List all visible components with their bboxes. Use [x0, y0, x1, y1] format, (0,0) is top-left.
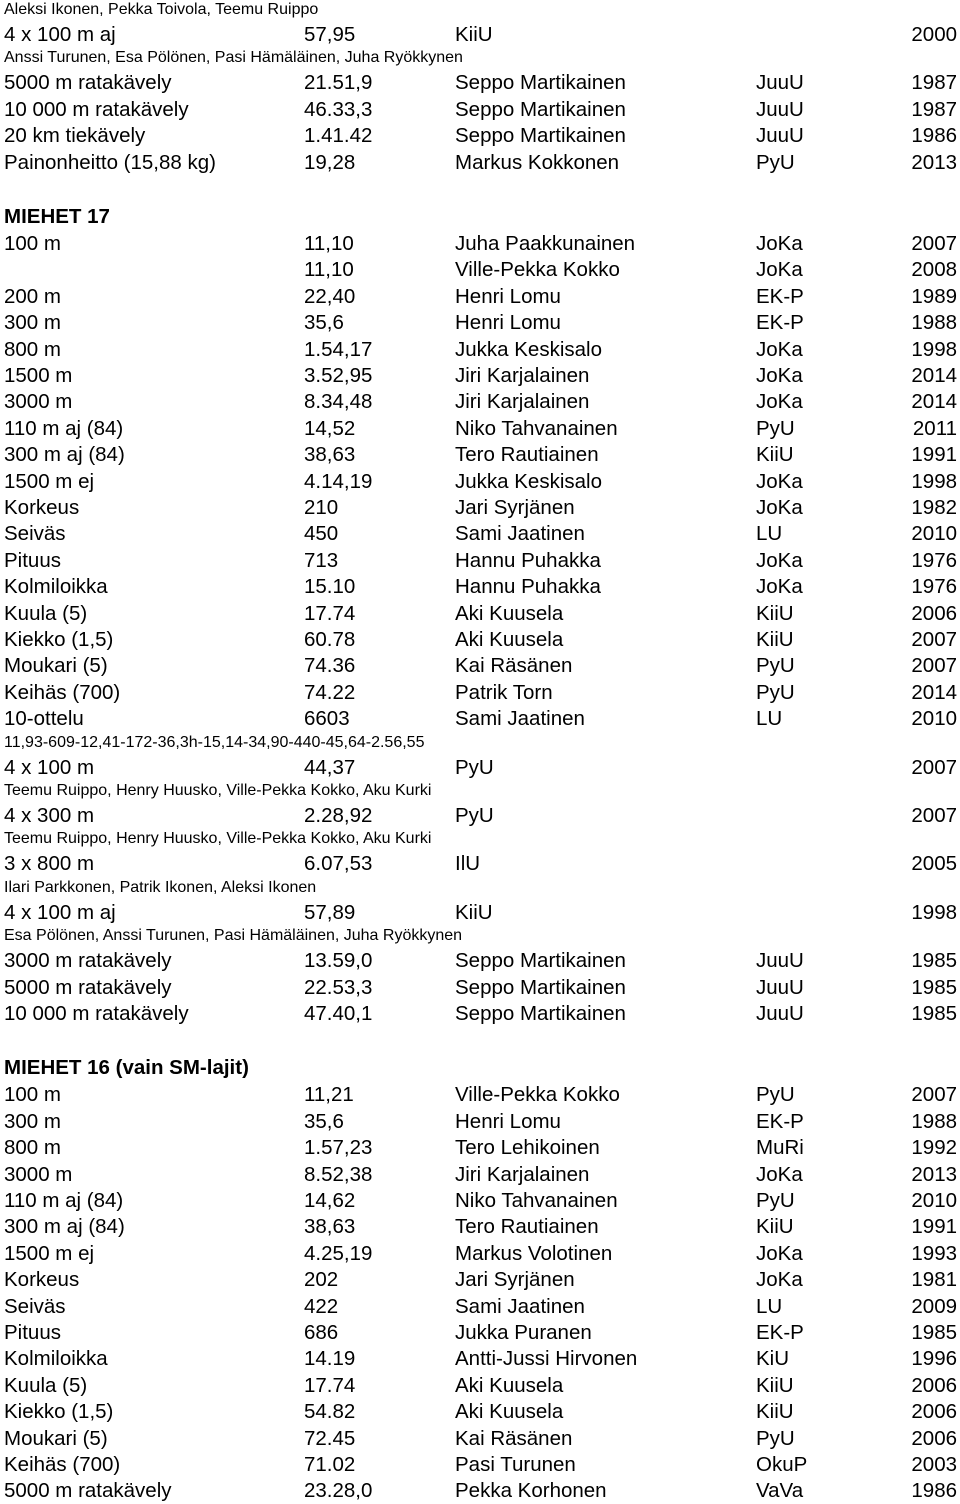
record-holder: Seppo Martikainen: [455, 949, 626, 973]
record-year: 2007: [911, 1083, 957, 1107]
record-event: 1500 m ej: [4, 1241, 95, 1265]
record-holder: Niko Tahvanainen: [455, 416, 618, 440]
record-year: 2010: [911, 1189, 957, 1212]
record-holder: Markus Kokkonen: [455, 150, 620, 174]
record-result: 71.02: [304, 1453, 356, 1476]
record-result: 14.19: [304, 1347, 356, 1371]
record-row: [0, 803, 960, 829]
record-row: [0, 1241, 960, 1267]
record-club: JuuU: [756, 949, 804, 973]
record-year: 1989: [911, 284, 957, 308]
record-event: Moukari (5): [4, 654, 108, 678]
record-club: JoKa: [756, 1241, 803, 1265]
record-year: 1992: [911, 1136, 957, 1160]
record-result: 8.52,38: [304, 1162, 373, 1186]
record-result: 38,63: [304, 1215, 356, 1239]
record-event: 10 000 m ratakävely: [4, 97, 189, 121]
record-holder: Antti-Jussi Hirvonen: [455, 1347, 638, 1371]
record-row: [0, 1001, 960, 1027]
record-club: KiiU: [756, 628, 794, 651]
record-holder: Sami Jaatinen: [455, 1294, 585, 1318]
section-heading: MIEHET 16 (vain SM-lajit): [4, 1056, 249, 1080]
record-holder: Aki Kuusela: [455, 601, 564, 625]
record-row: [0, 653, 960, 679]
record-result: 57,89: [304, 900, 356, 924]
record-result: 38,63: [304, 443, 356, 467]
record-year: 1985: [911, 1321, 957, 1344]
record-event: Seiväs: [4, 522, 66, 546]
record-holder: Ville-Pekka Kokko: [455, 1083, 620, 1107]
relay-team-members: Ilari Parkkonen, Patrik Ikonen, Aleksi Ikonen: [4, 878, 317, 896]
record-club: PyU: [756, 416, 795, 440]
record-row: [0, 680, 960, 706]
record-year: 1976: [911, 548, 957, 572]
record-event: 10 000 m ratakävely: [4, 1002, 189, 1025]
record-event: 5000 m ratakävely: [4, 71, 172, 95]
record-event: 800 m: [4, 1136, 61, 1160]
record-year: 1985: [911, 975, 957, 999]
record-row: [0, 416, 960, 442]
record-event: 200 m: [4, 284, 61, 308]
record-year: 2007: [911, 232, 957, 255]
record-result: 15.10: [304, 575, 356, 599]
record-row: [0, 310, 960, 336]
record-club: PyU: [756, 1426, 795, 1450]
record-holder: Henri Lomu: [455, 311, 561, 335]
record-club: JuuU: [756, 71, 804, 95]
record-year: 2010: [911, 522, 957, 546]
record-row: [0, 389, 960, 415]
record-result: 60.78: [304, 628, 356, 651]
record-result: 74.22: [304, 680, 356, 704]
record-row: [0, 948, 960, 974]
record-holder: Seppo Martikainen: [455, 124, 626, 148]
record-row: [0, 123, 960, 149]
record-row: [0, 755, 960, 781]
record-club: JoKa: [756, 390, 803, 414]
record-club: KiiU: [756, 601, 794, 625]
record-result: 17.74: [304, 601, 356, 625]
record-result: 57,95: [304, 23, 356, 46]
record-year: 2009: [911, 1294, 957, 1318]
record-event: Pituus: [4, 548, 61, 572]
record-club: LU: [756, 522, 783, 546]
record-club: JuuU: [756, 124, 804, 148]
record-year: 1987: [911, 97, 957, 121]
record-club: JoKa: [756, 1162, 803, 1186]
record-club: VaVa: [756, 1479, 804, 1503]
record-event: 100 m: [4, 232, 61, 255]
record-result: 1.57,23: [304, 1136, 373, 1160]
record-result: 44,37: [304, 755, 356, 779]
record-row: [0, 1109, 960, 1135]
record-row: [0, 97, 960, 123]
record-event: 110 m aj (84): [4, 1189, 124, 1212]
record-club: JoKa: [756, 337, 803, 361]
record-row: [0, 851, 960, 877]
record-row: [0, 1426, 960, 1452]
record-row: [0, 1294, 960, 1320]
record-event: Kiekko (1,5): [4, 1400, 114, 1424]
record-row: [0, 1399, 960, 1425]
record-year: 1981: [911, 1268, 957, 1292]
record-event: 110 m aj (84): [4, 416, 124, 440]
record-result: 46.33,3: [304, 97, 373, 121]
record-year: 1985: [911, 949, 957, 973]
record-holder: Aki Kuusela: [455, 1400, 564, 1424]
record-event: Seiväs: [4, 1294, 66, 1318]
record-event: 3000 m: [4, 390, 73, 414]
record-row: [0, 495, 960, 521]
record-holder: Tero Rautiainen: [455, 443, 599, 467]
section-heading: MIEHET 17: [4, 205, 110, 228]
record-holder: Aki Kuusela: [455, 628, 564, 651]
record-year: 2006: [911, 1373, 957, 1397]
record-year: 2007: [911, 755, 957, 779]
record-year: 1993: [911, 1241, 957, 1265]
record-club: JoKa: [756, 548, 803, 572]
record-event: 300 m: [4, 311, 61, 335]
record-holder: Sami Jaatinen: [455, 522, 585, 546]
record-club: LU: [756, 1294, 783, 1318]
record-result: 22,40: [304, 284, 356, 308]
record-holder: PyU: [455, 804, 494, 827]
record-result: 450: [304, 522, 339, 546]
record-event: 3000 m ratakävely: [4, 949, 172, 973]
record-result: 14,52: [304, 416, 356, 440]
record-club: LU: [756, 707, 783, 731]
record-event: Korkeus: [4, 1268, 80, 1292]
record-holder: Pasi Turunen: [455, 1453, 576, 1476]
record-club: JoKa: [756, 258, 803, 282]
relay-team-members: 11,93-609-12,41-172-36,3h-15,14-34,90-440-45,64-2.56,55: [4, 733, 425, 751]
record-row: [0, 469, 960, 495]
record-event: 10-ottelu: [4, 707, 84, 731]
record-year: 1998: [911, 900, 957, 924]
record-result: 1.54,17: [304, 337, 373, 361]
record-year: 1982: [911, 496, 957, 519]
record-result: 14,62: [304, 1189, 356, 1212]
relay-team-members: Esa Pölönen, Anssi Turunen, Pasi Hämäläinen, Juha Ryökkynen: [4, 927, 463, 945]
record-holder: PyU: [455, 755, 494, 779]
record-club: JoKa: [756, 232, 803, 255]
record-row: [0, 627, 960, 653]
record-year: 2010: [911, 707, 957, 731]
record-event: 300 m: [4, 1109, 61, 1133]
record-club: PyU: [756, 654, 795, 678]
record-year: 1998: [911, 469, 957, 493]
record-event: Kiekko (1,5): [4, 628, 114, 651]
record-row: [0, 284, 960, 310]
record-event: 100 m: [4, 1083, 61, 1107]
record-club: JuuU: [756, 97, 804, 121]
relay-team-members: Aleksi Ikonen, Pekka Toivola, Teemu Ruippo: [4, 1, 319, 18]
record-year: 2007: [911, 804, 957, 827]
record-holder: Henri Lomu: [455, 1109, 561, 1133]
record-club: JoKa: [756, 1268, 803, 1292]
record-result: 3.52,95: [304, 364, 373, 387]
record-holder: Jari Syrjänen: [455, 496, 575, 519]
record-holder: KiiU: [455, 900, 493, 924]
record-row: [0, 1478, 960, 1504]
record-year: 2008: [911, 258, 957, 282]
record-club: JoKa: [756, 469, 803, 493]
record-row: [0, 70, 960, 96]
record-event: 800 m: [4, 337, 61, 361]
record-row: [0, 1373, 960, 1399]
record-row: [0, 1162, 960, 1188]
record-year: 1996: [911, 1347, 957, 1371]
record-event: 300 m aj (84): [4, 1215, 125, 1239]
record-row: [0, 1214, 960, 1240]
record-result: 713: [304, 548, 339, 572]
record-club: KiiU: [756, 1400, 794, 1424]
record-holder: Sami Jaatinen: [455, 707, 585, 731]
record-result: 35,6: [304, 1109, 344, 1133]
record-result: 686: [304, 1321, 339, 1344]
record-year: 2006: [911, 601, 957, 625]
record-result: 11,21: [304, 1083, 354, 1107]
record-result: 202: [304, 1268, 339, 1292]
record-holder: Jukka Keskisalo: [455, 469, 602, 493]
record-holder: Seppo Martikainen: [455, 975, 626, 999]
record-holder: Jiri Karjalainen: [455, 364, 590, 387]
record-holder: Patrik Torn: [455, 680, 553, 704]
record-result: 8.34,48: [304, 390, 373, 414]
record-holder: Kai Räsänen: [455, 1426, 573, 1450]
record-result: 54.82: [304, 1400, 356, 1424]
record-club: PyU: [756, 680, 795, 704]
record-event: 3000 m: [4, 1162, 73, 1186]
record-year: 2005: [911, 852, 957, 876]
record-result: 6.07,53: [304, 852, 373, 876]
record-year: 1988: [911, 1109, 957, 1133]
record-result: 19,28: [304, 150, 356, 174]
record-club: JoKa: [756, 496, 803, 519]
record-event: Kuula (5): [4, 601, 88, 625]
record-row: [0, 706, 960, 732]
record-club: JuuU: [756, 1002, 804, 1025]
record-holder: Henri Lomu: [455, 284, 561, 308]
record-event: 3 x 800 m: [4, 852, 95, 876]
relay-team-members: Teemu Ruippo, Henry Huusko, Ville-Pekka Kokko, Aku Kurki: [4, 830, 432, 848]
record-holder: Seppo Martikainen: [455, 1002, 626, 1025]
record-event: 5000 m ratakävely: [4, 975, 172, 999]
record-holder: Niko Tahvanainen: [455, 1189, 618, 1212]
record-holder: Jari Syrjänen: [455, 1268, 575, 1292]
record-row: [0, 150, 960, 176]
record-year: 2013: [911, 1162, 957, 1186]
record-holder: Seppo Martikainen: [455, 71, 626, 95]
record-club: KiiU: [756, 443, 794, 467]
record-club: EK-P: [756, 311, 804, 335]
record-result: 11,10: [304, 258, 354, 282]
record-year: 2014: [911, 390, 957, 414]
record-club: JoKa: [756, 575, 803, 599]
record-club: EK-P: [756, 284, 804, 308]
record-result: 72.45: [304, 1426, 356, 1450]
record-row: [0, 1320, 960, 1346]
record-event: 300 m aj (84): [4, 443, 125, 467]
record-holder: Hannu Puhakka: [455, 575, 601, 599]
record-event: Kuula (5): [4, 1373, 88, 1397]
record-year: 1976: [911, 575, 957, 599]
record-club: MuRi: [756, 1136, 804, 1160]
record-row: [0, 1452, 960, 1478]
record-result: 210: [304, 496, 339, 519]
record-year: 2013: [911, 150, 957, 174]
record-row: [0, 1082, 960, 1108]
record-row: [0, 1267, 960, 1293]
record-year: 2006: [911, 1426, 957, 1450]
record-result: 22.53,3: [304, 975, 373, 999]
record-result: 4.14,19: [304, 469, 373, 493]
record-result: 23.28,0: [304, 1479, 373, 1503]
record-year: 2007: [911, 654, 957, 678]
record-result: 2.28,92: [304, 804, 373, 827]
record-year: 2011: [912, 416, 957, 440]
record-club: KiU: [756, 1347, 790, 1371]
record-event: 4 x 100 m aj: [4, 23, 116, 46]
record-holder: Seppo Martikainen: [455, 97, 626, 121]
record-holder: Tero Rautiainen: [455, 1215, 599, 1239]
record-club: KiiU: [756, 1215, 794, 1239]
record-year: 1998: [911, 337, 957, 361]
record-row: [0, 1346, 960, 1372]
record-result: 47.40,1: [304, 1002, 373, 1025]
record-event: Korkeus: [4, 496, 80, 519]
record-row: [0, 975, 960, 1001]
record-row: [0, 442, 960, 468]
record-row: [0, 337, 960, 363]
record-event: Painonheitto (15,88 kg): [4, 150, 216, 174]
record-event: Keihäs (700): [4, 1453, 121, 1476]
record-row: [0, 231, 960, 257]
record-row: [0, 363, 960, 389]
record-result: 17.74: [304, 1373, 356, 1397]
record-event: 1500 m: [4, 364, 73, 387]
record-year: 2003: [911, 1453, 957, 1476]
record-result: 6603: [304, 707, 350, 731]
record-club: KiiU: [756, 1373, 794, 1397]
record-result: 422: [304, 1294, 339, 1318]
record-club: JuuU: [756, 975, 804, 999]
record-holder: Markus Volotinen: [455, 1241, 613, 1265]
record-event: 4 x 100 m aj: [4, 900, 116, 924]
record-club: PyU: [756, 1189, 795, 1212]
record-event: 4 x 300 m: [4, 804, 95, 827]
record-year: 2006: [911, 1400, 957, 1424]
record-holder: Jiri Karjalainen: [455, 1162, 590, 1186]
record-result: 4.25,19: [304, 1241, 373, 1265]
record-result: 21.51,9: [304, 71, 373, 95]
record-club: EK-P: [756, 1321, 804, 1344]
record-result: 11,10: [304, 232, 354, 255]
record-year: 1986: [911, 1479, 957, 1503]
record-result: 1.41.42: [304, 124, 373, 148]
record-event: Kolmiloikka: [4, 1347, 108, 1371]
record-holder: Aki Kuusela: [455, 1373, 564, 1397]
record-event: Kolmiloikka: [4, 575, 108, 599]
record-year: 1991: [911, 443, 957, 467]
record-event: 1500 m ej: [4, 469, 95, 493]
record-row: [0, 548, 960, 574]
record-result: 74.36: [304, 654, 356, 678]
relay-team-members: Anssi Turunen, Esa Pölönen, Pasi Hämäläinen, Juha Ryökkynen: [4, 49, 463, 67]
record-holder: KiiU: [455, 23, 493, 46]
record-year: 1985: [911, 1002, 957, 1025]
relay-team-members: Teemu Ruippo, Henry Huusko, Ville-Pekka Kokko, Aku Kurki: [4, 782, 432, 799]
record-holder: Jiri Karjalainen: [455, 390, 590, 414]
record-holder: Pekka Korhonen: [455, 1479, 607, 1503]
record-year: 2014: [911, 364, 957, 387]
record-row: [0, 601, 960, 627]
record-holder: Jukka Puranen: [455, 1321, 592, 1344]
record-row: [0, 257, 960, 283]
record-event: 5000 m ratakävely: [4, 1479, 172, 1503]
record-club: PyU: [756, 1083, 795, 1107]
record-result: 13.59,0: [304, 949, 373, 973]
record-holder: Jukka Keskisalo: [455, 337, 602, 361]
record-row: [0, 1188, 960, 1214]
record-event: Pituus: [4, 1321, 61, 1344]
record-event: Keihäs (700): [4, 680, 121, 704]
record-event: Moukari (5): [4, 1426, 108, 1450]
record-event: 20 km tiekävely: [4, 124, 146, 148]
record-row: [0, 900, 960, 926]
record-holder: Juha Paakkunainen: [455, 232, 636, 255]
record-year: 1986: [911, 124, 957, 148]
record-year: 2007: [911, 628, 957, 651]
record-club: JoKa: [756, 364, 803, 387]
record-row: [0, 521, 960, 547]
record-year: 1988: [911, 311, 957, 335]
record-club: PyU: [756, 150, 795, 174]
record-holder: Hannu Puhakka: [455, 548, 601, 572]
record-year: 1991: [911, 1215, 957, 1239]
record-year: 2014: [911, 680, 957, 704]
record-holder: Ville-Pekka Kokko: [455, 258, 620, 282]
record-holder: Kai Räsänen: [455, 654, 573, 678]
record-year: 1987: [911, 71, 957, 95]
record-year: 2000: [911, 23, 957, 46]
record-club: OkuP: [756, 1453, 808, 1476]
record-club: EK-P: [756, 1109, 804, 1133]
record-result: 35,6: [304, 311, 344, 335]
record-holder: Tero Lehikoinen: [455, 1136, 600, 1160]
record-holder: IlU: [455, 852, 481, 876]
record-row: [0, 574, 960, 600]
record-row: [0, 22, 960, 48]
record-event: 4 x 100 m: [4, 755, 95, 779]
record-row: [0, 1135, 960, 1161]
